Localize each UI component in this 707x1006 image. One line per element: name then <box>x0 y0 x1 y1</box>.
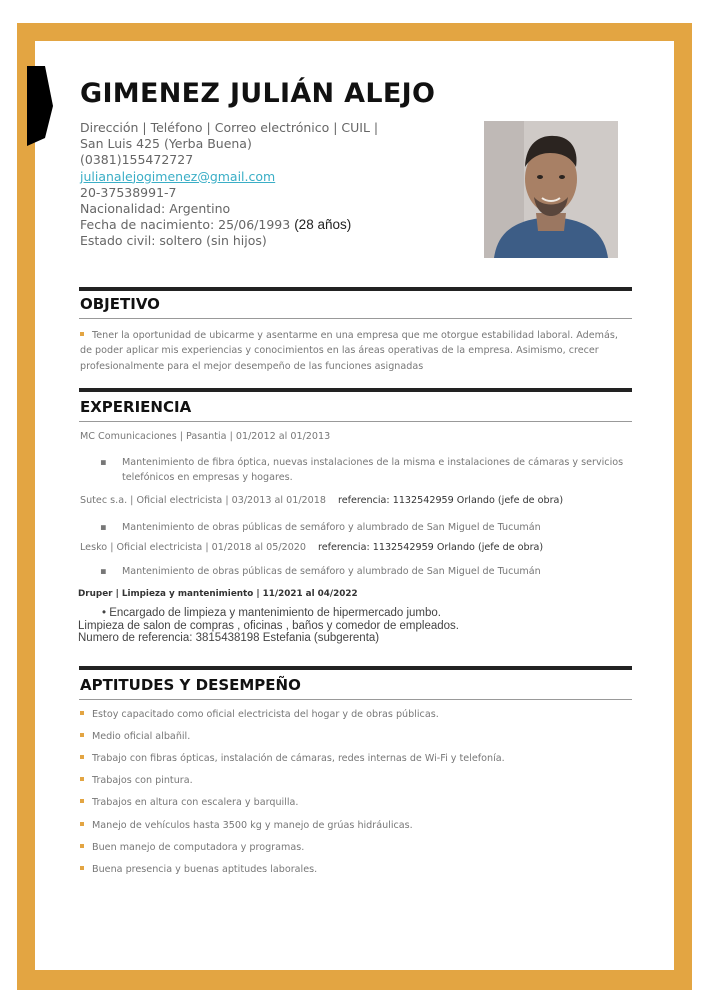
job-header-druper: Druper | Limpieza y mantenimiento | 11/2021 al 04/2022 <box>78 589 358 599</box>
skill-item: Trabajos en altura con escalera y barquilla. <box>80 797 298 808</box>
skill-item: Trabajos con pintura. <box>80 775 193 786</box>
skill-item: Estoy capacitado como oficial electricista del hogar y de obras públicas. <box>80 709 439 720</box>
skill-item: Buen manejo de computadora y programas. <box>80 842 304 853</box>
skills-top-rule <box>79 666 632 670</box>
profile-photo <box>484 121 618 258</box>
candidate-name: GIMENEZ JULIÁN ALEJO <box>80 78 436 109</box>
job-bullet-mc: ▪ Mantenimiento de fibra óptica, nuevas instalaciones de la misma e instalaciones de cámaras y servicios telefónicos en empresas y hogares. <box>100 457 624 484</box>
birth-date: Fecha de nacimiento: 25/06/1993 <box>80 217 291 233</box>
objective-text: Tener la oportunidad de ubicarme y asentarme en una empresa que me otorgue estabilidad laboral. Además, de poder aplicar mis experiencias y conocimientos en las áreas operativas de la empresa. Asimismo, crecer profesionalmente para el mejor desempeño de las funciones asignadas <box>80 330 618 372</box>
job-reference-sutec: referencia: 1132542959 Orlando (jefe de obra) <box>337 495 564 506</box>
orange-bullet-icon <box>80 711 84 715</box>
orange-bullet-icon <box>80 332 84 336</box>
job-bullet-sutec: ▪ Mantenimiento de obras públicas de semáforo y alumbrado de San Miguel de Tucumán <box>100 522 541 533</box>
orange-bullet-icon <box>80 799 84 803</box>
job-header-mc: MC Comunicaciones | Pasantia | 01/2012 al 01/2013 <box>80 431 331 442</box>
civil-status: Estado civil: soltero (sin hijos) <box>80 233 267 249</box>
age: (28 años) <box>294 217 352 233</box>
job-header-sutec: Sutec s.a. | Oficial electricista | 03/2013 al 01/2018 referencia: 1132542959 Orlando (jefe de obra) <box>80 495 564 506</box>
skills-underline <box>79 699 632 700</box>
skill-item: Manejo de vehículos hasta 3500 kg y manejo de grúas hidráulicas. <box>80 820 413 831</box>
job-reference-lesko: referencia: 1132542959 Orlando (jefe de obra) <box>318 542 544 553</box>
contact-block <box>80 120 378 250</box>
orange-bullet-icon <box>80 866 84 870</box>
orange-bullet-icon <box>80 777 84 781</box>
objective-underline <box>79 318 632 319</box>
job-header-lesko: Lesko | Oficial electricista | 01/2018 al 05/2020 referencia: 1132542959 Orlando (jefe de obra) <box>80 542 544 553</box>
skill-item: Medio oficial albañil. <box>80 731 190 742</box>
job-details-druper <box>78 607 459 645</box>
nationality: Nacionalidad: Argentino <box>80 201 231 217</box>
phone: (0381)155472727 <box>80 152 194 168</box>
cuil: 20-37538991-7 <box>80 184 177 200</box>
black-flag-marker <box>27 66 53 146</box>
druper-line: Limpieza de salon de compras , oficinas , baños y comedor de empleados. <box>78 619 459 632</box>
objective-heading: OBJETIVO <box>80 295 160 313</box>
experience-heading: EXPERIENCIA <box>80 398 192 416</box>
orange-bullet-icon <box>80 755 84 759</box>
skill-item: Buena presencia y buenas aptitudes laborales. <box>80 864 317 875</box>
orange-bullet-icon <box>80 844 84 848</box>
druper-line: Numero de referencia: 3815438198 Estefania (subgerenta) <box>78 632 380 644</box>
skill-item: Trabajo con fibras ópticas, instalación de cámaras, redes internas de Wi-Fi y telefonía. <box>80 753 505 764</box>
objective-top-rule <box>79 287 632 291</box>
job-bullet-lesko: ▪ Mantenimiento de obras públicas de semáforo y alumbrado de San Miguel de Tucumán <box>100 566 541 577</box>
email-link[interactable]: julianalejogimenez@gmail.com <box>80 168 276 184</box>
skills-heading: APTITUDES Y DESEMPEÑO <box>80 676 301 694</box>
address: San Luis 425 (Yerba Buena) <box>80 136 252 152</box>
orange-bullet-icon <box>80 822 84 826</box>
contact-labels: Dirección | Teléfono | Correo electrónico | CUIL | <box>80 120 379 135</box>
druper-line: • Encargado de limpieza y mantenimiento de hipermercado jumbo. <box>102 607 441 619</box>
experience-top-rule <box>79 388 632 392</box>
experience-underline <box>79 421 632 422</box>
orange-bullet-icon <box>80 733 84 737</box>
